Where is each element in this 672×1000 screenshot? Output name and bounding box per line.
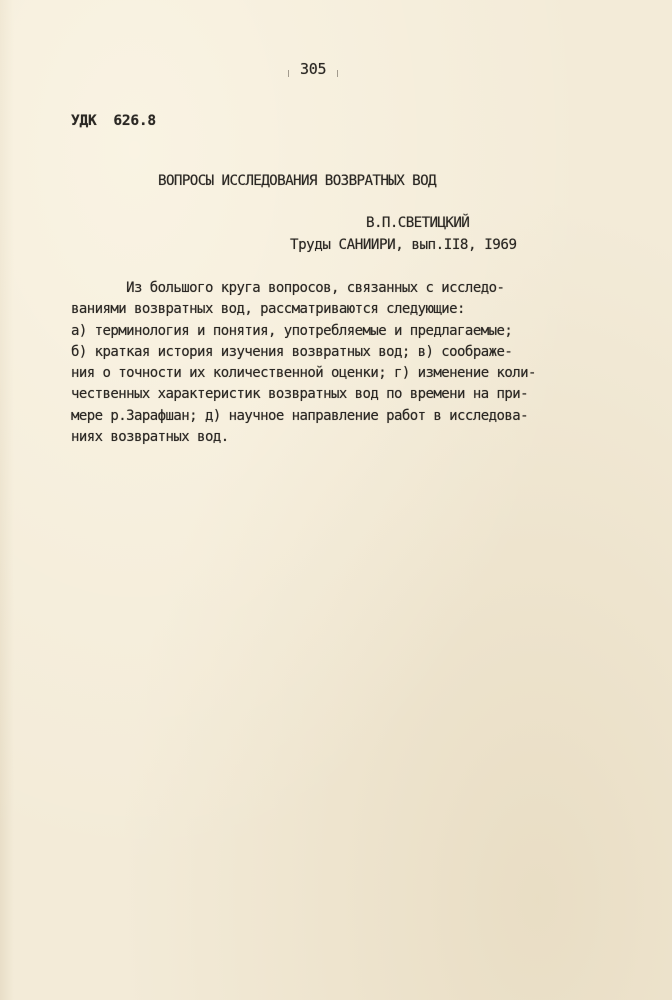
page-number-mark-right <box>337 70 338 77</box>
abstract-paragraph <box>71 278 536 448</box>
article-title: ВОПРОСЫ ИССЛЕДОВАНИЯ ВОЗВРАТНЫХ ВОД <box>158 173 436 189</box>
abstract-line: ваниями возвратных вод, рассматриваются следующие: <box>71 301 465 318</box>
abstract-line: Из большого круга вопросов, связанных с исследо- <box>71 280 505 296</box>
page-number: 305 <box>300 60 327 78</box>
abstract-line: мере р.Зарафшан; д) научное направление работ в исследова- <box>71 407 528 424</box>
page-number-mark-left <box>288 70 289 77</box>
article-author: В.П.СВЕТИЦКИЙ <box>366 215 470 231</box>
udk-code: УДК 626.8 <box>71 113 156 129</box>
article-source: Труды САНИИРИ, вып.II8, I969 <box>290 237 517 253</box>
abstract-line: ниях возвратных вод. <box>71 429 229 446</box>
abstract-line: а) терминология и понятия, употребляемые и предлагаемые; <box>71 322 513 339</box>
abstract-line: б) краткая история изучения возвратных вод; в) соображе- <box>71 343 513 360</box>
abstract-line: чественных характеристик возвратных вод по времени на при- <box>71 386 528 403</box>
abstract-line: ния о точности их количественной оценки; г) изменение коли- <box>71 365 536 382</box>
